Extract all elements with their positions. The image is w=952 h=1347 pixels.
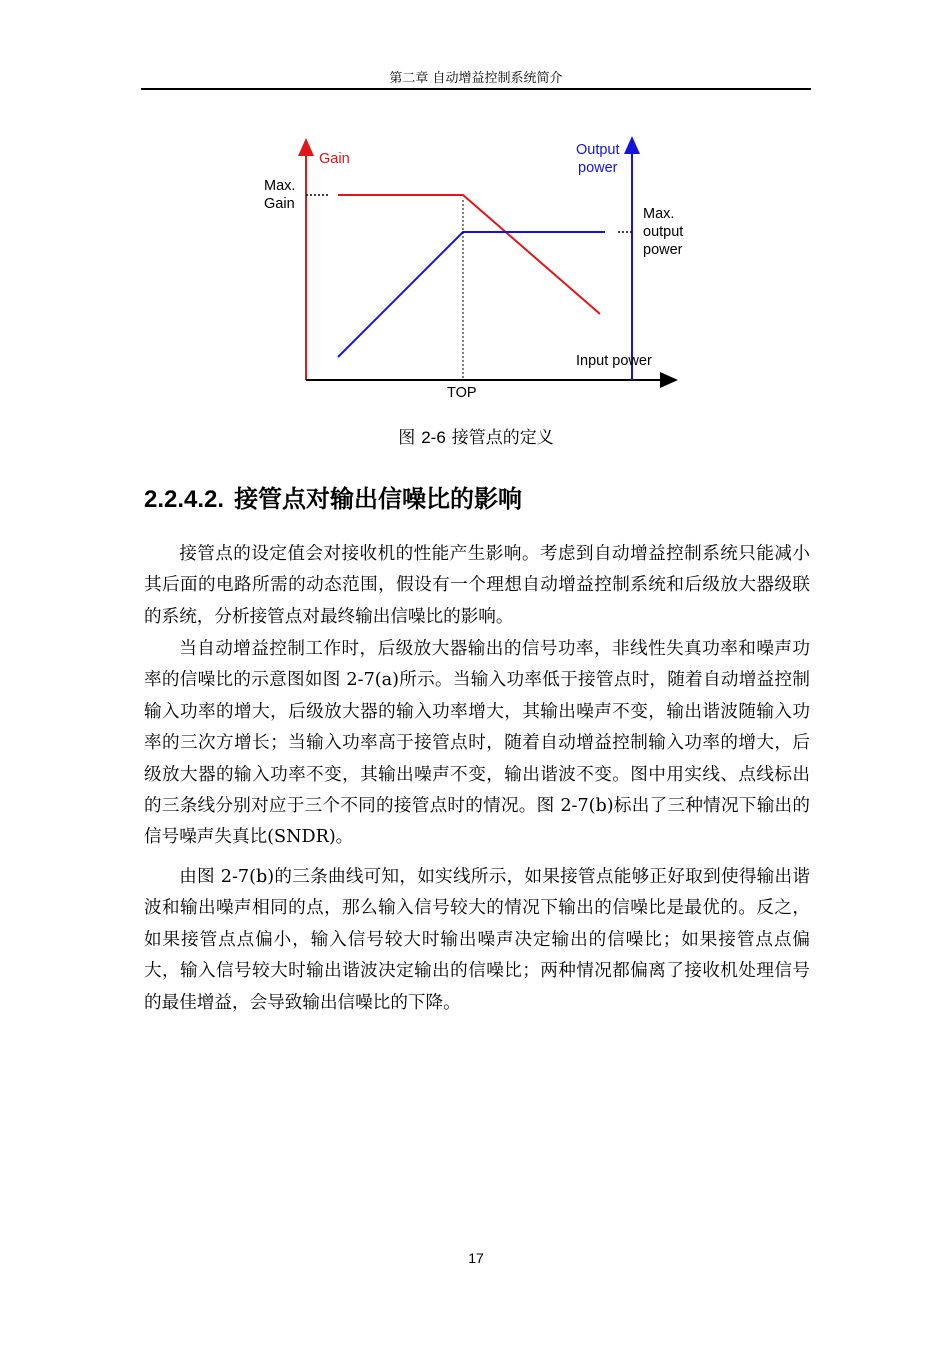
top-label: TOP <box>447 385 477 401</box>
caption-prefix: 图 <box>398 428 416 448</box>
caption-text: 接管点的定义 <box>451 428 554 448</box>
caption-number: 2-6 <box>421 428 446 447</box>
paragraph-3: 由图 2-7(b)的三条曲线可知，如实线所示，如果接管点能够正好取到使得输出谐波和输出噪声相同的点，那么输入信号较大的情况下输出的信噪比是最优的。反之，如果接管点点偏小，输入信号较大时输出噪声决定输出的信噪比；如果接管点点偏大，输入信号较大时输出谐波决定输出的信噪比；两种情况都偏离了接收机处理信号的最佳增益，会导致输出信噪比的下降。 <box>144 867 810 1013</box>
figure-2-6 <box>250 128 710 408</box>
output-power-axis-label: Output power <box>576 142 620 176</box>
gain-curve <box>338 195 600 314</box>
section-heading <box>144 479 522 514</box>
max-output-power-label: Max. output power <box>643 206 684 258</box>
paragraph-2: 当自动增益控制工作时，后级放大器输出的信号功率，非线性失真功率和噪声功率的信噪比的示意图如图 2-7(a)所示。当输入功率低于接管点时，随着自动增益控制输入功率的增大，后级放大器的输入功率增大，其输出噪声不变，输出谐波随输入功率的三次方增长；当输入功率高于接管点时，随着自动增益控制输入功率的增大，后级放大器的输入功率不变，其输出噪声不变，输出谐波不变。图中用实线、点线标出的三条线分别对应于三个不同的接管点时的情况。图 2-7(b)标出了三种情况下输出的信号噪声失真比(SNDR)。 <box>144 639 810 848</box>
figure-caption <box>0 423 952 448</box>
header-rule <box>141 88 811 90</box>
section-number: 2.2.4.2. <box>144 486 225 513</box>
max-gain-label: Max. Gain <box>264 178 296 212</box>
page-number: 17 <box>468 1250 484 1266</box>
gain-axis-label: Gain <box>319 151 350 167</box>
section-title-text: 接管点对输出信噪比的影响 <box>234 485 523 513</box>
paragraph-1: 接管点的设定值会对接收机的性能产生影响。考虑到自动增益控制系统只能减小其后面的电路所需的动态范围，假设有一个理想自动增益控制系统和后级放大器级联的系统，分析接管点对最终输出信噪比的影响。 <box>144 544 810 627</box>
input-power-axis-label: Input power <box>576 353 652 369</box>
page-header: 第二章 自动增益控制系统简介 <box>389 71 563 86</box>
output-power-curve <box>338 232 605 357</box>
